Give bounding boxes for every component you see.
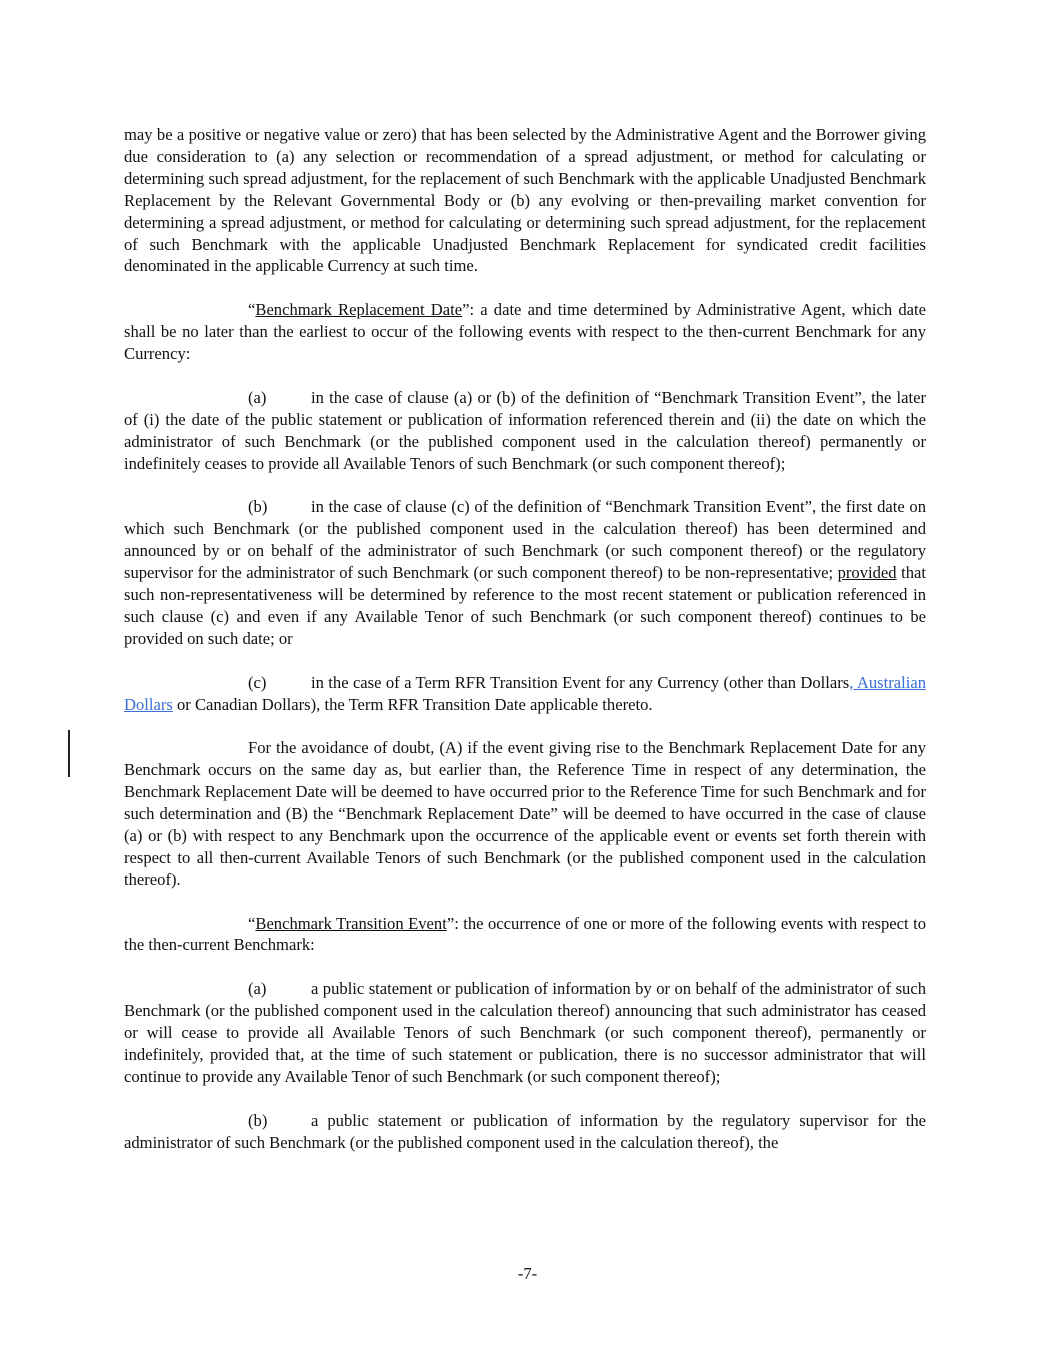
provided-term: provided [837, 563, 897, 583]
clause-label: (c) [248, 672, 267, 692]
clause-label: (a) [248, 387, 267, 407]
clause-label: (a) [248, 979, 267, 999]
definition-benchmark-transition-event: “Benchmark Transition Event”: the occurrence of one or more of the following events with respect to the then-current Benchmark: [124, 913, 926, 955]
page-number: -7- [517, 1264, 538, 1283]
defined-term: Benchmark Replacement Date [255, 300, 463, 320]
clause-label: (b) [248, 497, 268, 517]
clause-c: (c) in the case of a Term RFR Transition Event for any Currency (other than Dollars, Australian Dollars or Canadian Dollars), the Term RFR Transition Date applicable thereto. [124, 672, 926, 714]
transition-clause-a: (a) a public statement or publication of information by or on behalf of the administrator of such Benchmark (or the published component used in the calculation thereof) announcing that such administrator has ceased or will cease to provide all Available Tenors of such Benchmark (or such component thereof), permanently or indefinitely, provided that, at the time of such statement or publication, there is no successor administrator that will continue to provide any Available Tenor of such Benchmark (or such component thereof); [124, 979, 926, 1086]
paragraph-spread-adjustment: may be a positive or negative value or zero) that has been selected by the Administrative Agent and the Borrower giving due consideration to (a) any selection or recommendation of a spread adjustment, or method for calculating or determining such spread adjustment, for the replacement of such Benchmark with the applicable Unadjusted Benchmark Replacement by the Relevant Governmental Body or (b) any evolving or then-prevailing market convention for determining a spread adjustment, or method for calculating or determining such spread adjustment, for the replacement of such Benchmark with the applicable Unadjusted Benchmark Replacement for syndicated credit facilities denominated in the applicable Currency at such time. [124, 125, 926, 276]
change-bar [68, 730, 70, 777]
clause-a: (a) in the case of clause (a) or (b) of the definition of “Benchmark Transition Event”, the later of (i) the date of the public statement or publication of information referenced therein and (ii) the date on which the administrator of such Benchmark (or the published component used in the calculation thereof) permanently or indefinitely ceases to provide all Available Tenors of such Benchmark (or such component thereof); [124, 387, 926, 473]
paragraph-avoidance-of-doubt: For the avoidance of doubt, (A) if the event giving rise to the Benchmark Replacement Date for any Benchmark occurs on the same day as, but earlier than, the Reference Time in respect of any determination, the Benchmark Replacement Date will be deemed to have occurred prior to the Reference Time for such Benchmark and for such determination and (B) the “Benchmark Replacement Date” will be deemed to have occurred in the case of clause (a) or (b) with respect to any Benchmark upon the occurrence of the applicable event or events set forth therein with respect to all then-current Available Tenors of such Benchmark (or the published component used in the calculation thereof). [124, 738, 926, 889]
tracked-insertion: , Australian Dollars [124, 672, 926, 714]
transition-clause-b: (b) a public statement or publication of information by the regulatory supervisor for the administrator of such Benchmark (or the published component used in the calculation thereof), the [124, 1110, 926, 1152]
definition-benchmark-replacement-date: “Benchmark Replacement Date”: a date and time determined by Administrative Agent, which date shall be no later than the earliest to occur of the following events with respect to the then-current Benchmark for any Currency: [124, 300, 926, 364]
clause-label: (b) [248, 1110, 268, 1130]
defined-term: Benchmark Transition Event [255, 913, 447, 933]
clause-b: (b) in the case of clause (c) of the definition of “Benchmark Transition Event”, the first date on which such Benchmark (or the published component used in the calculation thereof) has been determined and announced by or on behalf of the administrator of such Benchmark (or such component thereof) or the regulatory supervisor for the administrator of such Benchmark (or such component thereof) to be non-representative; provided that such non-representativeness will be determined by reference to the most recent statement or publication referenced in such clause (c) and even if any Available Tenor of such Benchmark (or such component thereof) continues to be provided on such date; or [124, 497, 926, 648]
document-page [124, 124, 926, 1175]
